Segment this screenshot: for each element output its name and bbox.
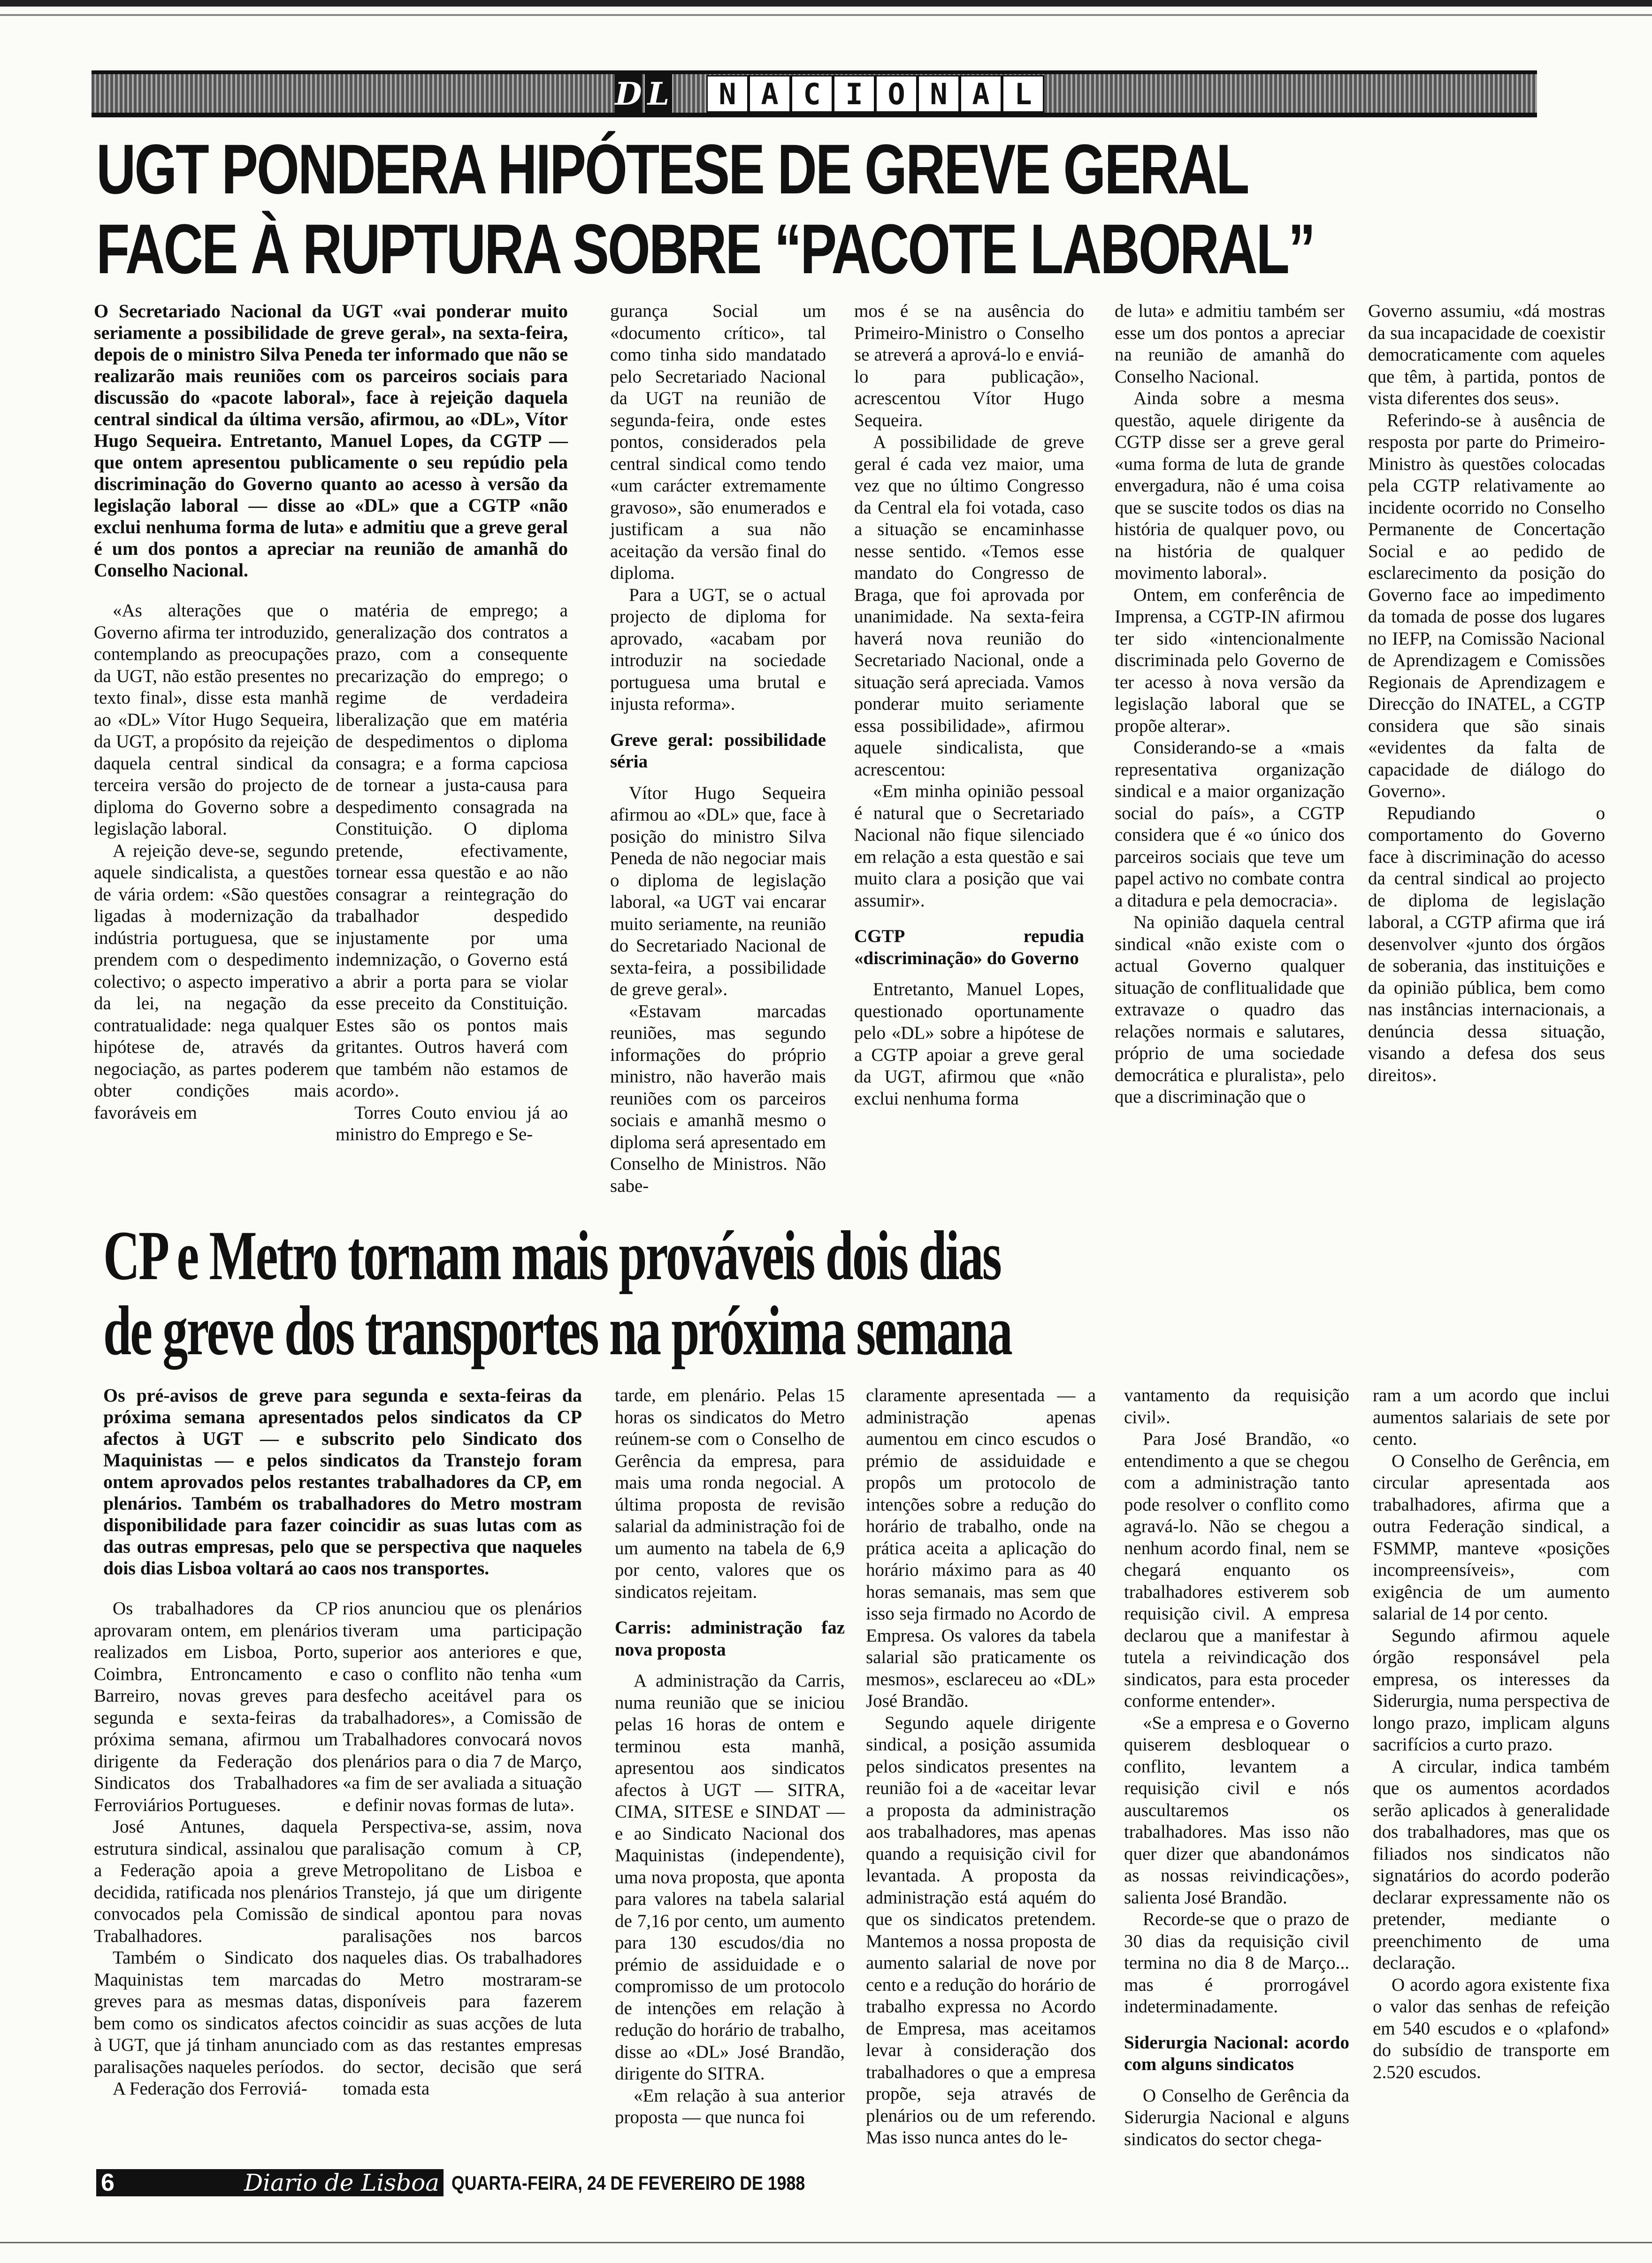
paragraph: A possibilidade de greve geral é cada vez maior, uma vez que no último Congresso da Central ela foi votada, caso a situação se encaminhasse nesse sentido. «Temos esse mandato do Congresso de Braga, que foi aprovada por unanimidade. Na sexta-feira haverá nova reunião do Secretariado Nacional, onde a situação será apreciada. Vamos ponderar muito seriamente essa possibilidade», afirmou aquele sindicalista, que acrescentou: [854, 432, 1084, 780]
article-1-lead: O Secretariado Nacional da UGT «vai ponderar muito seriamente a possibilidade de greve geral», na sexta-feira, depois de o ministro Silva Peneda ter informado que não se realizarão mais reuniões com os parceiros sociais para discussão do «pacote laboral», face à rejeição daquela central sindical da última versão, afirmou, ao «DL», Vítor Hugo Sequeira. Entretanto, Manuel Lopes, da CGTP — que ontem apresentou publicamente o seu repúdio pela discriminação do Governo quanto ao acesso à versão da legislação laboral — disse ao «DL» que a CGTP «não exclui nenhuma forma de luta» e admitiu que a greve geral é um dos pontos a apreciar na reunião de amanhã do Conselho Nacional. [94, 300, 568, 581]
logo-letter-l: L [645, 74, 672, 114]
article2-column-4 [866, 1385, 1096, 2149]
masthead: Diario de Lisboa [244, 2169, 440, 2196]
paragraph: Referindo-se à ausência de resposta por parte do Primeiro-Ministro às questões colocadas pela CGTP relativamente ao incidente ocorrido no Conselho Permanente de Concertação Social e ao pedido de esclarecimento da posição do Governo face ao impedimento da tomada de posse dos lugares no IEFP, na Comissão Nacional de Aprendizagem e Comissões Regionais de Aprendizagem e Direcção do INATEL, a CGTP considera que são sinais «evidentes da falta de capacidade de diálogo do Governo». [1368, 410, 1605, 801]
paragraph: A rejeição deve-se, segundo aquele sindicalista, a questões de vária ordem: «São questões ligadas à modernização da indústria portuguesa, que se prendem com o despedimento colectivo; o aspecto imperativo da lei, na negação da contratualidade: nega qualquer hipótese de, através da negociação, as partes poderem obter condições mais favoráveis em [94, 840, 329, 1123]
article2-column-6 [1373, 1385, 1610, 2083]
paragraph: Segundo afirmou aquele órgão responsável pela empresa, os interesses da Siderurgia, numa perspectiva de longo prazo, implicam alguns sacrifícios a curto prazo. [1373, 1625, 1610, 1755]
paragraph: «Em relação à sua anterior proposta — que nunca foi [615, 2085, 845, 2127]
paragraph: rios anunciou que os plenários tiveram uma participação superior aos anteriores e que, caso o conflito não tenha «um desfecho aceitável para os trabalhadores», a Comissão de Trabalhadores convocará novos plenários para o dia 7 de Março, «a fim de ser avaliada a situação e definir novas formas de luta». [343, 1598, 582, 1815]
paragraph: O acordo agora existente fixa o valor das senhas de refeição em 540 escudos e o «plafond» do subsídio de transporte em 2.520 escudos. [1373, 1974, 1610, 2082]
paragraph: Na opinião daquela central sindical «não existe com o actual Governo qualquer situação de conflitualidade que extravaze o quadro das relações normais e salutares, próprio de uma sociedade democrática e pluralista», pelo que a discriminação que o [1115, 912, 1345, 1107]
section-letter: O [875, 75, 918, 113]
article1-column-1 [94, 600, 329, 1124]
article2-column-5 [1124, 1385, 1349, 2150]
paragraph: «Em minha opinião pessoal é natural que o Secretariado Nacional não fique silenciado em relação a esta questão e sai muito clara a posição que vai assumir». [854, 781, 1084, 911]
paragraph: Os trabalhadores da CP aprovaram ontem, em plenários realizados em Lisboa, Porto, Coimbra, Entroncamento e Barreiro, novas greves para segunda e sexta-feiras da próxima semana, afirmou um dirigente da Federação dos Sindicatos dos Trabalhadores Ferroviários Portugueses. [94, 1598, 338, 1815]
logo-letter-d: D [615, 74, 642, 114]
paragraph: Considerando-se a «mais representativa organização sindical e a maior organização social do país», a CGTP considera que é «o único dos parceiros sociais que teve um papel activo no combate contra a ditadura e pela democracia». [1115, 737, 1345, 911]
paragraph: Governo assumiu, «dá mostras da sua incapacidade de coexistir democraticamente com aqueles que têm, à partida, pontos de vista diferentes dos seus». [1368, 301, 1605, 408]
article1-column-2 [336, 600, 568, 1146]
paragraph: Também o Sindicato dos Maquinistas tem marcadas greves para as mesmas datas, bem como os sindicatos afectos à UGT, que já tinham anunciado paralisações naqueles períodos. [94, 1948, 338, 2077]
headline-1-line-2: FACE À RUPTURA SOBRE “PACOTE LABORAL” [96, 209, 1315, 288]
paragraph: Ainda sobre a mesma questão, aquele dirigente da CGTP disse ser a greve geral «uma forma de luta de grande envergadura, não é uma coisa que se suscite todos os dias na história de qualquer povo, ou na história de qualquer movimento laboral». [1115, 388, 1345, 583]
paragraph: A administração da Carris, numa reunião que se iniciou pelas 16 horas de ontem e terminou esta manhã, apresentou aos sindicatos afectos à UGT — SITRA, CIMA, SITESE e SINDAT — e ao Sindicato Nacional dos Maquinistas (independente), uma nova proposta, que aponta para valores na tabela salarial de 7,16 por cento, um aumento para 130 escudos/dia no prémio de assiduidade e o compromisso de um protocolo de intenções em relação à redução do horário de trabalho, disse ao «DL» José Brandão, dirigente do SITRA. [615, 1671, 845, 2084]
section-letter: L [1002, 75, 1044, 113]
paragraph: Para José Brandão, «o entendimento a que se chegou com a administração tanto pode resolver o conflito como agravá-lo. Não se chegou a nenhum acordo final, nem se chegará enquanto os trabalhadores estiverem sob requisição civil. A empresa declarou que a manifestar à tutela a reivindicação dos sindicatos, para esta proceder conforme entender». [1124, 1429, 1349, 1711]
headline-2-line-1: CP e Metro tornam mais prováveis dois dias [103, 1217, 1001, 1295]
dl-logo [615, 74, 672, 114]
paragraph: Ontem, em conferência de Imprensa, a CGTP-IN afirmou ter sido «intencionalmente discriminada pelo Governo de ter acesso à nova versão da legislação laboral que se propõe alterar». [1115, 584, 1345, 736]
paragraph: A circular, indica também que os aumentos acordados serão aplicados à generalidade dos trabalhadores, mas que os filiados nos sindicatos não signatários do acordo poderão declarar expressamente não os pretender, mediante o preenchimento de uma declaração. [1373, 1756, 1610, 1973]
paragraph: O Conselho de Gerência, em circular apresentada aos trabalhadores, afirma que a outra Federação sindical, a FSMMP, manteve «posições incompreensíveis», com exigência de um aumento salarial de 14 por cento. [1373, 1450, 1610, 1624]
section-letter: A [749, 75, 791, 113]
paragraph: O Conselho de Gerência da Siderurgia Nacional e alguns sindicatos do sector chega- [1124, 2085, 1349, 2149]
article2-column-2 [343, 1598, 582, 2100]
subheading: CGTP repudia «discriminação» do Governo [854, 926, 1084, 968]
section-letter: N [706, 75, 749, 113]
scan-border-thin [0, 14, 1652, 16]
article1-column-3 [610, 300, 826, 1197]
article1-column-5 [1115, 300, 1345, 1108]
paragraph: ram a um acordo que inclui aumentos salariais de sete por cento. [1373, 1385, 1610, 1449]
issue-date: QUARTA-FEIRA, 24 DE FEVEREIRO DE 1988 [451, 2172, 805, 2194]
section-letter: A [960, 75, 1002, 113]
article-2-lead: Os pré-avisos de greve para segunda e sexta-feiras da próxima semana apresentados pelos sindicatos da CP afectos à UGT — e subscrito pelo Sindicato dos Maquinistas — e pelos sindicatos da Transtejo foram ontem aprovados pelos restantes trabalhadores da CP, em plenários. Também os trabalhadores do Metro mostram disponibilidade para fazer coincidir as suas lutas com as das outras empresas, pelo que se perspectiva que naqueles dois dias Lisboa voltará ao caos nos transportes. [103, 1385, 582, 1579]
paragraph: claramente apresentada — a administração apenas aumentou em cinco escudos o prémio de assiduidade e propôs um protocolo de intenções sobre a redução do horário de trabalho, onde na prática aceita a aplicação do horário máximo para as 40 horas semanais, mas sem que isso seja firmado no Acordo de Empresa. Os valores da tabela salarial são praticamente os mesmos», esclareceu ao «DL» José Brandão. [866, 1385, 1096, 1711]
article2-column-1 [94, 1598, 338, 2100]
subheading: Siderurgia Nacional: acordo com alguns sindicatos [1124, 2032, 1349, 2074]
page-edge-rule [0, 2242, 1652, 2243]
article1-column-6 [1368, 300, 1605, 1086]
section-letter: C [791, 75, 833, 113]
section-title-nacional [706, 75, 1044, 113]
paragraph: «Estavam marcadas reuniões, mas segundo informações do próprio ministro, não haverão mais reuniões com os parceiros sociais e amanhã mesmo o diploma será apresentado em Conselho de Ministros. Não sabe- [610, 1001, 826, 1196]
paragraph: de luta» e admitiu também ser esse um dos pontos a apreciar na reunião de amanhã do Conselho Nacional. [1115, 301, 1345, 387]
section-letter: I [833, 75, 875, 113]
paragraph: Perspectiva-se, assim, nova paralisação comum à CP, Metropolitano de Lisboa e Transtejo, já que um dirigente sindical apontou para novas paralisações nos barcos naqueles dias. Os trabalhadores do Metro mostraram-se disponíveis para fazerem coincidir as suas acções de luta com as das restantes empresas do sector, decisão que será tomada esta [343, 1817, 582, 2099]
scan-border [0, 0, 1652, 7]
paragraph: Segundo aquele dirigente sindical, a posição assumida pelos sindicatos presentes na reunião foi a de «aceitar levar a proposta da administração aos trabalhadores, mas apenas quando a requisição civil for levantada. A proposta da administração está aquém do que os sindicatos pretendem. Mantemos a nossa proposta de aumento salarial de nove por cento e a redução do horário de trabalho expressa no Acordo de Empresa, mas aceitamos levar à consideração dos trabalhadores o que a empresa propõe, seja através de plenários ou de um referendo. Mas isso nunca antes do le- [866, 1712, 1096, 2148]
paragraph: A Federação dos Ferroviá- [113, 2079, 307, 2099]
paragraph: Vítor Hugo Sequeira afirmou ao «DL» que, face à posição do ministro Silva Peneda de não negociar mais o diploma de legislação laboral, «a UGT vai encarar muito seriamente, na reunião do Secretariado Nacional de sexta-feira, a possibilidade de greve geral». [610, 782, 826, 999]
article2-column-3 [615, 1385, 845, 2129]
headline-1-line-1: UGT PONDERA HIPÓTESE DE GREVE GERAL [96, 130, 1248, 208]
paragraph: José Antunes, daquela estrutura sindical, assinalou que a Federação apoia a greve decidida, ratificada nos plenários convocados pela Comissão de Trabalhadores. [94, 1817, 338, 1946]
paragraph: «As alterações que o Governo afirma ter introduzido, contemplando as preocupações da UGT, não estão presentes no texto final», disse esta manhã ao «DL» Vítor Hugo Sequeira, da UGT, a propósito da rejeição daquela central sindical da terceira versão do projecto de diploma do Governo sobre a legislação laboral. [94, 600, 329, 839]
paragraph: tarde, em plenário. Pelas 15 horas os sindicatos do Metro reúnem-se com o Conselho de Gerência da empresa, para mais uma ronda negocial. A última proposta de revisão salarial da administração foi de um aumento na tabela de 6,9 por cento, valores que os sindicatos rejeitam. [615, 1385, 845, 1602]
paragraph: Entretanto, Manuel Lopes, questionado oportunamente pelo «DL» sobre a hipótese de a CGTP apoiar a greve geral da UGT, afirmou que «não exclui nenhuma forma [854, 979, 1084, 1109]
headline-2-line-2: de greve dos transportes na próxima semana [103, 1292, 1011, 1370]
paragraph: Recorde-se que o prazo de 30 dias da requisição civil termina no dia 8 de Março... mas é prorrogável indeterminadamente. [1124, 1909, 1349, 2017]
paragraph: mos é se na ausência do Primeiro-Ministro o Conselho se atreverá a aprová-lo e enviá-lo para publicação», acrescentou Vítor Hugo Sequeira. [854, 301, 1084, 430]
paragraph: vantamento da requisição civil». [1124, 1385, 1349, 1427]
subheading: Carris: administração faz nova proposta [615, 1618, 845, 1660]
paragraph: Torres Couto enviou já ao ministro do Emprego e Se- [336, 1102, 568, 1144]
paragraph: Para a UGT, se o actual projecto de diploma for aprovado, «acabam por introduzir na sociedade portuguesa uma brutal e injusta reforma». [610, 584, 826, 714]
paragraph: Repudiando o comportamento do Governo face à discriminação do acesso da central sindical ao projecto de diploma de legislação laboral, a CGTP afirma que irá desenvolver «junto dos órgãos de soberania, das instituições e da opinião pública, bem como nas instâncias internacionais, a denúncia dessa situação, visando a defesa dos seus direitos». [1368, 803, 1605, 1085]
section-letter: N [918, 75, 960, 113]
paragraph: gurança Social um «documento crítico», tal como tinha sido mandatado pelo Secretariado Nacional da UGT na reunião de segunda-feira, onde estes pontos, considerados pela central sindical como tendo «um carácter extremamente gravoso», são enumerados e justificam a sua não aceitação da versão final do diploma. [610, 301, 826, 583]
paragraph: matéria de emprego; a generalização dos contratos a prazo, com a consequente precarização do emprego; o regime de verdadeira liberalização que em matéria de despedimentos o diploma consagra; e a forma capciosa de tornear a justa-causa para despedimento consagrada na Constituição. O diploma pretende, efectivamente, tornear essa questão e ao não consagrar a reintegração do trabalhador despedido injustamente por uma indemnização, o Governo está a abrir a porta para se violar esse preceito da Constituição. Estes são os pontos mais gritantes. Outros haverá com que também não estamos de acordo». [336, 600, 568, 1101]
subheading: Greve geral: possibilidade séria [610, 729, 826, 772]
article1-column-4 [854, 300, 1084, 1110]
page-number: 6 [101, 2169, 115, 2196]
paragraph: «Se a empresa e o Governo quiserem desbloquear o conflito, levantem a requisição civil e nós auscultaremos os trabalhadores. Mas isso não quer dizer que abandonámos as nossas reivindicações», salienta José Brandão. [1124, 1712, 1349, 1908]
